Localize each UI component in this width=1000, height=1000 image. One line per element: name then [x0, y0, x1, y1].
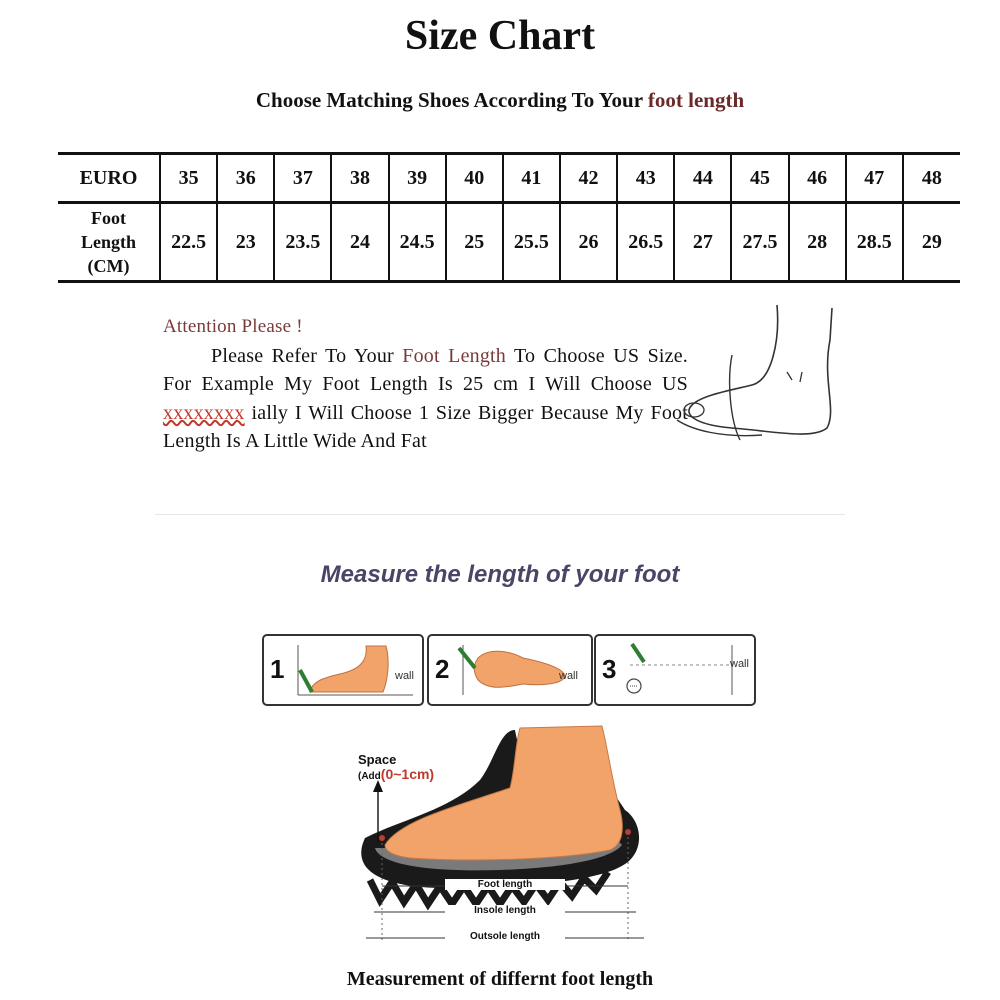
- page-title: Size Chart: [404, 13, 596, 59]
- foot-sketch-icon: [672, 300, 842, 450]
- wall-label: wall: [730, 658, 749, 670]
- attention-note: [163, 313, 688, 456]
- attention-highlight: Foot Length: [402, 344, 506, 367]
- step-1-panel: [262, 634, 424, 706]
- foot-length-cell: 24: [331, 203, 388, 282]
- euro-cell: 42: [560, 154, 617, 203]
- insole-length-label: Insole length: [445, 905, 565, 916]
- euro-cell: 36: [217, 154, 274, 203]
- attention-text: Please Refer To Your: [211, 344, 403, 367]
- foot-length-header-line: (CM): [87, 256, 130, 276]
- euro-cell: 38: [331, 154, 388, 203]
- space-label: [358, 752, 434, 784]
- foot-length-cell: 28.5: [846, 203, 903, 282]
- outsole-length-label: Outsole length: [445, 931, 565, 942]
- foot-length-cell: 25.5: [503, 203, 560, 282]
- measure-title: Measure the length of your foot: [320, 561, 680, 588]
- subtitle-highlight: foot length: [647, 88, 745, 112]
- euro-cell: 48: [903, 154, 960, 203]
- step-number: 3: [602, 654, 617, 684]
- foot-length-cell: 25: [446, 203, 503, 282]
- step-3-panel: [594, 634, 756, 706]
- euro-cell: 46: [789, 154, 846, 203]
- euro-cell: 43: [617, 154, 674, 203]
- euro-cell: 37: [274, 154, 331, 203]
- space-sub-range: (0~1cm): [380, 766, 435, 782]
- step-number: 1: [270, 654, 285, 684]
- euro-cell: 41: [503, 154, 560, 203]
- foot-length-header-line: Foot: [91, 208, 126, 228]
- subtitle-text: Choose Matching Shoes According To Your: [255, 88, 648, 112]
- space-sub-prefix: (Add: [358, 771, 381, 782]
- space-sub: [358, 767, 434, 784]
- attention-heading: Attention Please !: [163, 316, 303, 337]
- euro-cell: 35: [160, 154, 217, 203]
- step-2-panel: [427, 634, 593, 706]
- foot-length-header-line: Length: [80, 232, 136, 252]
- diagram-caption: Measurement of differnt foot length: [346, 968, 654, 990]
- measure-line-icon: [620, 640, 750, 700]
- foot-length-cell: 29: [903, 203, 960, 282]
- euro-cell: 45: [731, 154, 788, 203]
- foot-length-cell: 23: [217, 203, 274, 282]
- space-title: Space: [358, 752, 397, 767]
- attention-redacted: xxxxxxxx: [163, 401, 245, 424]
- foot-length-cell: 23.5: [274, 203, 331, 282]
- foot-length-header: [58, 203, 160, 282]
- euro-row: [58, 154, 960, 203]
- foot-length-row: [58, 203, 960, 282]
- euro-cell: 47: [846, 154, 903, 203]
- foot-length-cell: 22.5: [160, 203, 217, 282]
- euro-cell: 40: [446, 154, 503, 203]
- foot-length-cell: 24.5: [389, 203, 446, 282]
- section-divider: [155, 514, 845, 515]
- foot-length-cell: 28: [789, 203, 846, 282]
- attention-text: To Choose US Size. For Example My Foot Length Is 25 cm I Will Choose US: [163, 344, 689, 395]
- page-subtitle: [0, 88, 1000, 113]
- foot-length-cell: 26: [560, 203, 617, 282]
- attention-text: ially I Will Choose 1 Size Bigger Because My Foot Length Is A Little Wide And Fat: [163, 401, 688, 452]
- step-number: 2: [435, 654, 450, 684]
- foot-length-cell: 26.5: [617, 203, 674, 282]
- euro-cell: 39: [389, 154, 446, 203]
- foot-length-cell: 27: [674, 203, 731, 282]
- wall-label: wall: [395, 670, 414, 682]
- foot-length-label: Foot length: [445, 879, 565, 890]
- size-table: [58, 152, 960, 283]
- euro-cell: 44: [674, 154, 731, 203]
- foot-length-cell: 27.5: [731, 203, 788, 282]
- euro-header: EURO: [58, 154, 160, 203]
- wall-label: wall: [559, 670, 578, 682]
